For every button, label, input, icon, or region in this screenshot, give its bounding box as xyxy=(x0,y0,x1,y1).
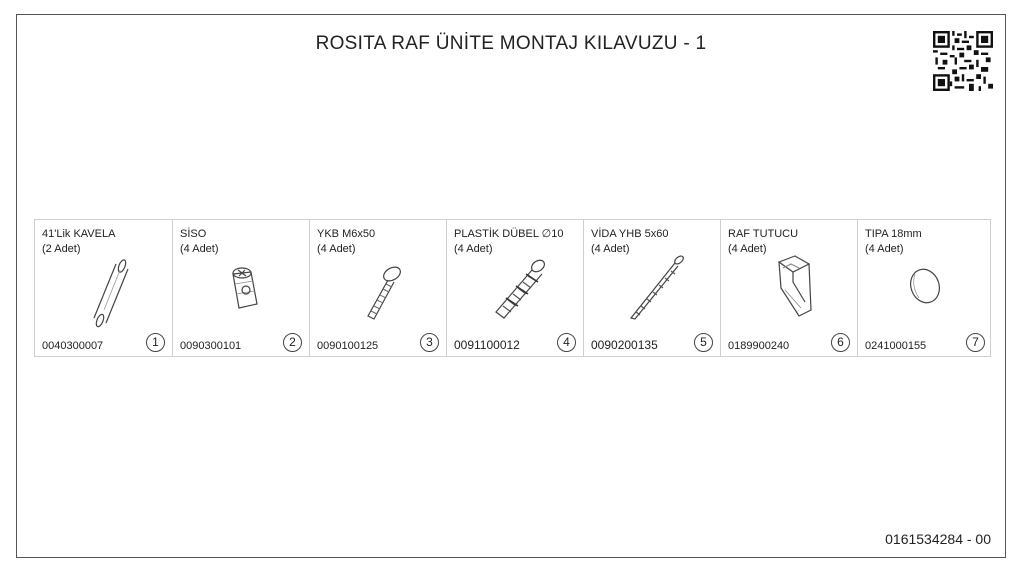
part-number: 6 xyxy=(831,333,850,352)
part-code: 0090200135 xyxy=(591,338,658,352)
part-name: VİDA YHB 5x60 (4 Adet) xyxy=(591,228,669,255)
cross-dowel-icon xyxy=(201,250,281,330)
part-number: 4 xyxy=(557,333,576,352)
part-name: RAF TUTUCU (4 Adet) xyxy=(728,228,799,255)
part-item-shelf-holder xyxy=(721,220,858,356)
page-title: ROSITA RAF ÜNİTE MONTAJ KILAVUZU - 1 xyxy=(315,33,707,54)
part-item-plastic-anchor xyxy=(447,220,584,356)
part-code: 0090100125 xyxy=(317,340,379,352)
part-number: 7 xyxy=(966,333,985,352)
part-item-kavela xyxy=(35,220,173,356)
part-code: 0040300007 xyxy=(42,340,104,352)
part-code: 0241000155 xyxy=(865,340,927,352)
part-item-siso xyxy=(173,220,310,356)
part-number: 1 xyxy=(146,333,165,352)
part-code: 0091100012 xyxy=(454,338,520,352)
qr-code-icon xyxy=(933,31,993,91)
part-item-screw xyxy=(584,220,721,356)
part-item-cap xyxy=(858,220,992,356)
parts-list xyxy=(34,219,991,357)
part-number: 3 xyxy=(420,333,439,352)
part-code: 0090300101 xyxy=(180,340,242,352)
part-name: TIPA 18mm (4 Adet) xyxy=(865,228,922,255)
dowel-icon xyxy=(64,250,144,330)
instruction-sheet xyxy=(16,14,1006,558)
part-name: SİSO (4 Adet) xyxy=(180,228,219,255)
plastic-anchor-icon xyxy=(470,250,560,330)
part-name: YKB M6x50 (4 Adet) xyxy=(317,228,376,255)
shelf-holder-icon xyxy=(749,250,829,330)
part-name: PLASTİK DÜBEL ∅10 (4 Adet) xyxy=(454,228,564,255)
cap-icon xyxy=(885,250,965,330)
part-name: 41'Lik KAVELA (2 Adet) xyxy=(42,228,116,255)
part-item-ykb-bolt xyxy=(310,220,447,356)
part-code: 0189900240 xyxy=(728,340,790,352)
screw-icon xyxy=(607,250,697,330)
part-number: 5 xyxy=(694,333,713,352)
bolt-icon xyxy=(338,250,418,330)
document-code: 0161534284 - 00 xyxy=(885,531,991,547)
part-number: 2 xyxy=(283,333,302,352)
